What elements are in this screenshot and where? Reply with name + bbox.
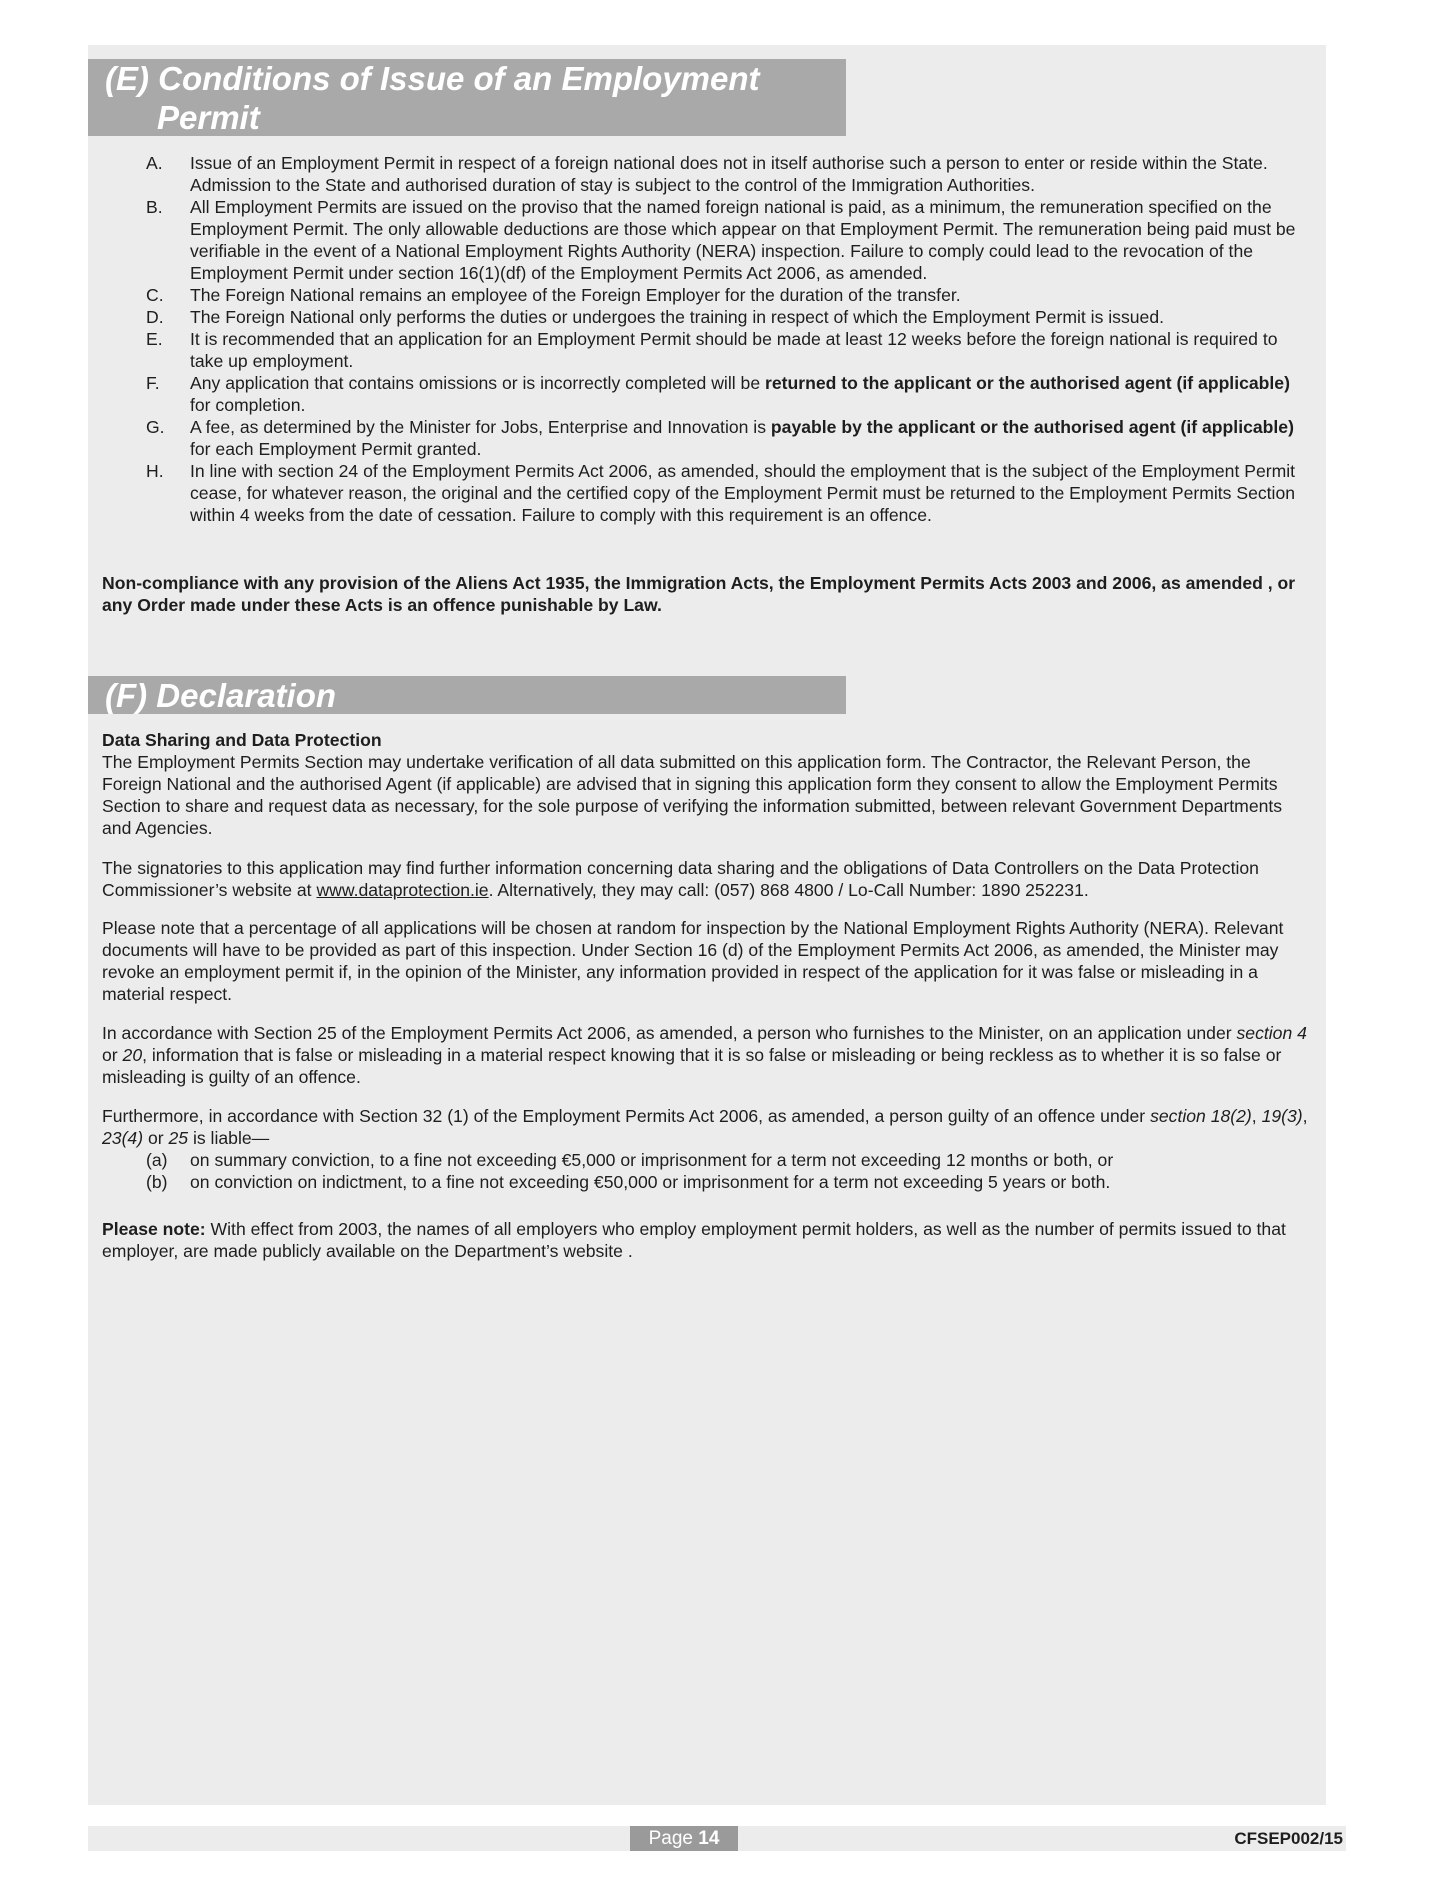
condition-item xyxy=(102,416,1314,460)
s32-italic: section 18(2) xyxy=(1150,1106,1252,1126)
list-marker: G. xyxy=(146,417,165,437)
s32-text: , xyxy=(1251,1106,1262,1126)
dataprotection-link[interactable]: www.dataprotection.ie xyxy=(316,880,489,900)
section-e-title-line2: Permit xyxy=(157,99,260,136)
inspection-paragraph: Please note that a percentage of all applications will be chosen at random for inspection by the National Employment Rights Authority (NERA). Relevant documents will have to be provided as part of this inspection. Under Section 16 (d) of the Employment Permits Act 2006, as amended, the Minister may revoke an employment permit if, in the opinion of the Minister, any information provided in respect of the application for it was false or misleading in a material respect. xyxy=(102,918,1284,1004)
s32-italic: 23(4) xyxy=(102,1128,144,1148)
page-prefix: Page xyxy=(648,1828,699,1849)
condition-item xyxy=(102,306,1314,328)
s32-text: is liable— xyxy=(188,1128,270,1148)
section-32-paragraph xyxy=(102,1105,1314,1149)
list-marker: (b) xyxy=(146,1172,168,1192)
condition-item xyxy=(102,152,1314,196)
condition-item xyxy=(102,460,1314,526)
condition-item xyxy=(102,328,1314,372)
s32-text: , xyxy=(1302,1106,1308,1126)
list-marker: B. xyxy=(146,197,163,217)
data-sharing-text: The Employment Permits Section may undertake verification of all data submitted on this application form. The Contractor, the Relevant Person, the Foreign National and the authorised Agent (if applicable) are advised that in signing this application form they consent to allow the Employment Permits Section to share and request data as necessary, for the sole purpose of verifying the information submitted, between relevant Government Departments and Agencies. xyxy=(102,752,1283,838)
conditions-list xyxy=(102,152,1314,526)
page-number-label xyxy=(630,1826,738,1851)
please-note-text: With effect from 2003, the names of all employers who employ employment permit holders, as well as the number of permits issued to that employer, are made publicly available on the Department’s website . xyxy=(102,1219,1286,1261)
list-marker: D. xyxy=(146,307,164,327)
s25-text: In accordance with Section 25 of the Employment Permits Act 2006, as amended, a person who furnishes to the Minister, on an application under xyxy=(102,1023,1237,1043)
penalty-item xyxy=(102,1171,1314,1193)
s32-text: or xyxy=(143,1128,169,1148)
condition-item xyxy=(102,372,1314,416)
signatories-text: The signatories to this application may find further information concerning data sharing and the obligations of Data Controllers on the Data Protection Commissioner’s website at xyxy=(102,858,1259,900)
please-note-paragraph xyxy=(102,1218,1314,1262)
list-marker: F. xyxy=(146,373,160,393)
condition-text: for completion. xyxy=(190,395,306,415)
section-f-header xyxy=(88,676,846,714)
s32-text: Furthermore, in accordance with Section 32 (1) of the Employment Permits Act 2006, as amended, a person guilty of an offence under xyxy=(102,1106,1151,1126)
s25-text: or xyxy=(102,1045,123,1065)
section-f-title: (F) Declaration xyxy=(105,677,337,714)
condition-text: It is recommended that an application for an Employment Permit should be made at least 12 weeks before the foreign national is required to take up employment. xyxy=(190,329,1278,371)
signatories-text-end: . Alternatively, they may call: (057) 868 4800 / Lo-Call Number: 1890 252231. xyxy=(488,880,1089,900)
condition-text: Any application that contains omissions or is incorrectly completed will be xyxy=(190,373,765,393)
condition-text: The Foreign National only performs the duties or undergoes the training in respect of which the Employment Permit is issued. xyxy=(190,307,1165,327)
condition-item xyxy=(102,196,1314,284)
condition-text: In line with section 24 of the Employment Permits Act 2006, as amended, should the employment that is the subject of the Employment Permit cease, for whatever reason, the original and the certified copy of the Employment Permit must be returned to the Employment Permits Section within 4 weeks from the date of cessation. Failure to comply with this requirement is an offence. xyxy=(190,461,1296,525)
non-compliance-notice: Non-compliance with any provision of the Aliens Act 1935, the Immigration Acts, the Employment Permits Acts 2003 and 2006, as amended , or any Order made under these Acts is an offence punishable by Law. xyxy=(102,573,1296,615)
condition-bold-text: payable by the applicant or the authorised agent (if applicable) xyxy=(770,417,1294,437)
s25-italic: 20 xyxy=(122,1045,143,1065)
list-marker: H. xyxy=(146,461,164,481)
condition-text: Issue of an Employment Permit in respect of a foreign national does not in itself authorise such a person to enter or reside within the State. Admission to the State and authorised duration of stay is subject to the control of the Immigration Authorities. xyxy=(190,153,1268,195)
list-marker: C. xyxy=(146,285,164,305)
penalty-item xyxy=(102,1149,1314,1171)
condition-text: The Foreign National remains an employee of the Foreign Employer for the duration of the transfer. xyxy=(190,285,961,305)
s32-italic: 25 xyxy=(168,1128,189,1148)
condition-bold-text: returned to the applicant or the authorised agent (if applicable) xyxy=(765,373,1290,393)
s25-text: , information that is false or misleading in a material respect knowing that it is so false or misleading or being reckless as to whether it is so false or misleading is guilty of an offence. xyxy=(102,1045,1282,1087)
data-sharing-heading: Data Sharing and Data Protection xyxy=(102,730,382,750)
form-code: CFSEP002/15 xyxy=(1234,1829,1343,1848)
signatories-paragraph xyxy=(102,857,1314,901)
page-number: 14 xyxy=(698,1828,720,1849)
please-note-label: Please note: xyxy=(102,1219,206,1239)
s25-italic: section 4 xyxy=(1236,1023,1307,1043)
section-e-title-line1: (E) Conditions of Issue of an Employment xyxy=(105,60,760,97)
s32-italic: 19(3) xyxy=(1261,1106,1303,1126)
condition-text: All Employment Permits are issued on the proviso that the named foreign national is paid, as a minimum, the remuneration specified on the Employment Permit. The only allowable deductions are those which appear on that Employment Permit. The remuneration being paid must be verifiable in the event of a National Employment Rights Authority (NERA) inspection. Failure to comply could lead to the revocation of the Employment Permit under section 16(1)(df) of the Employment Permits Act 2006, as amended. xyxy=(190,197,1296,283)
list-marker: E. xyxy=(146,329,163,349)
penalty-text: on summary conviction, to a fine not exceeding €5,000 or imprisonment for a term not exceeding 12 months or both, or xyxy=(190,1150,1114,1170)
penalty-text: on conviction on indictment, to a fine not exceeding €50,000 or imprisonment for a term not exceeding 5 years or both. xyxy=(190,1172,1111,1192)
section-e-header xyxy=(88,59,846,136)
list-marker: A. xyxy=(146,153,163,173)
condition-text: A fee, as determined by the Minister for Jobs, Enterprise and Innovation is xyxy=(190,417,771,437)
list-marker: (a) xyxy=(146,1150,168,1170)
section-25-paragraph xyxy=(102,1022,1314,1088)
condition-item xyxy=(102,284,1314,306)
condition-text: for each Employment Permit granted. xyxy=(190,439,482,459)
penalties-list xyxy=(102,1149,1314,1193)
